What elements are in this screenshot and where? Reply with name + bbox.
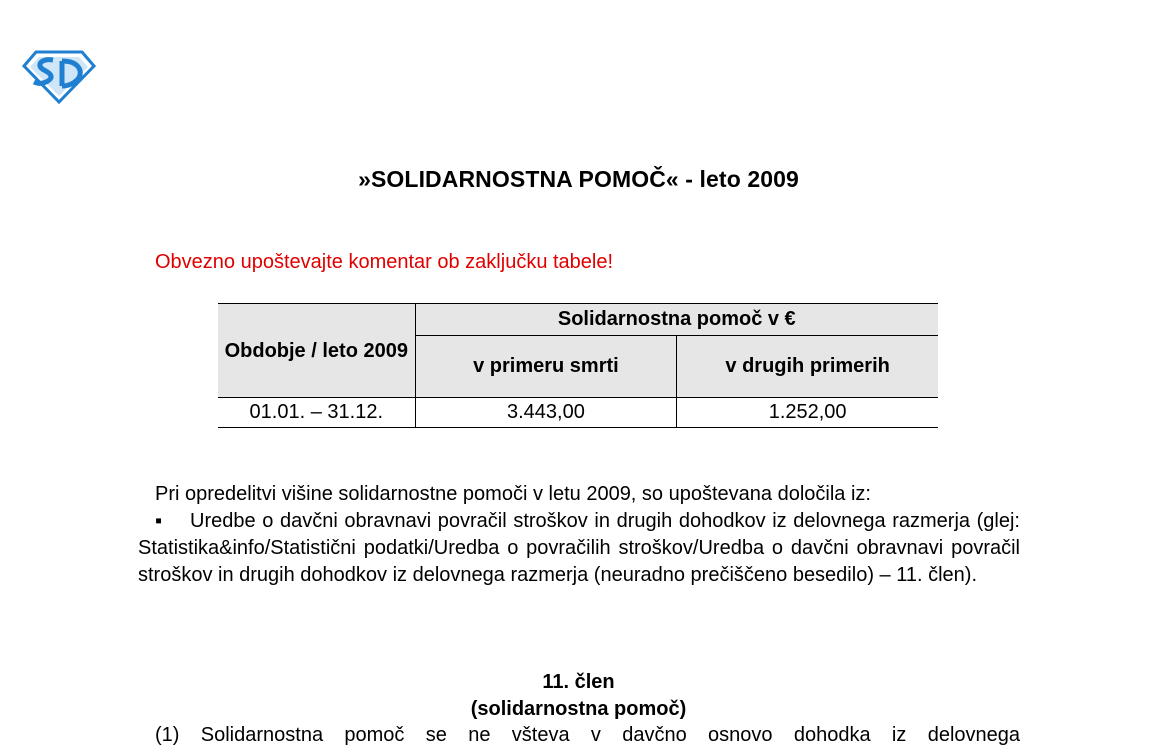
notice-text: Obvezno upoštevajte komentar ob zaključku tabele! [155, 251, 614, 273]
period-cell: 01.01. – 31.12. [218, 398, 415, 428]
sd-logo-icon [22, 48, 96, 104]
article-title: (solidarnostna pomoč) [470, 698, 687, 720]
bullet-text: Uredbe o davčni obravnavi povračil stroškov in drugih dohodkov iz delovnega razmerja (glej: Statistika&info/Statistični podatki/Uredba o povračilih stroškov/Uredba o davčni obravnavi povračil stroškov in drugih dohodkov iz delovnega razmerja (neuradno prečiščeno besedilo) – 11. člen). [138, 510, 1020, 586]
table-row [218, 398, 938, 428]
page-title: »SOLIDARNOSTNA POMOČ« - leto 2009 [358, 166, 799, 192]
bullet-item [138, 508, 1020, 589]
bullet-marker: ▪ [155, 510, 163, 532]
other-amount-cell: 1.252,00 [677, 398, 938, 428]
death-column-header: v primeru smrti [415, 336, 677, 398]
death-amount-cell: 3.443,00 [415, 398, 677, 428]
other-column-header: v drugih primerih [677, 336, 938, 398]
solidarity-table [218, 303, 938, 428]
article-number: 11. člen [542, 671, 615, 693]
period-header: Obdobje / leto 2009 [218, 304, 415, 398]
article-paragraph: (1) Solidarnostna pomoč se ne všteva v davčno osnovo dohodka iz delovnega [155, 724, 1020, 746]
amount-group-header: Solidarnostna pomoč v € [415, 304, 938, 336]
table-header-row [218, 304, 938, 336]
intro-paragraph: Pri opredelitvi višine solidarnostne pomoči v letu 2009, so upoštevana določila iz: [155, 483, 871, 505]
